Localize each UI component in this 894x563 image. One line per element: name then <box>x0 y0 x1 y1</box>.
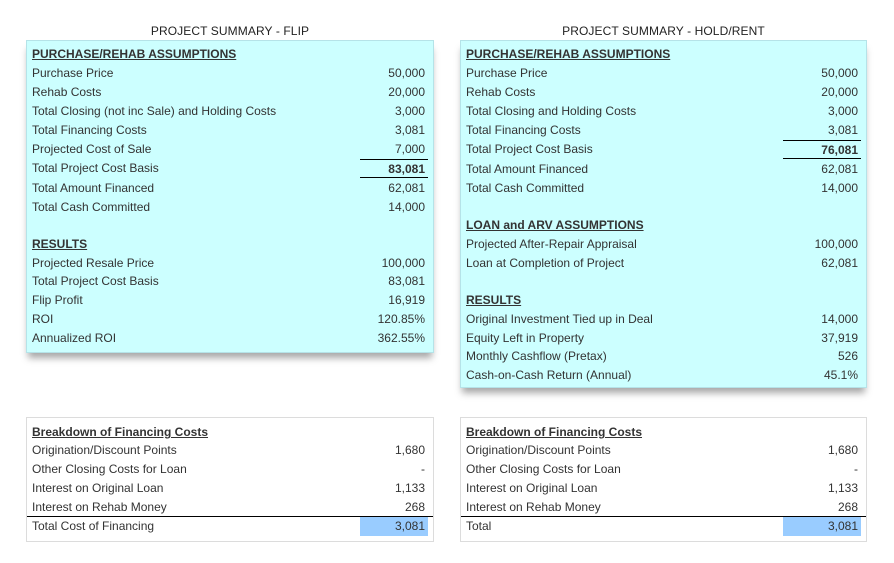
hold-row-interest-rehab <box>461 498 866 517</box>
flip-row-closing-holding <box>27 102 433 121</box>
flip-cost-of-sale-value: 7,000 <box>394 142 425 156</box>
flip-results-header: RESULTS <box>32 237 88 251</box>
flip-row-financing-costs <box>27 121 433 140</box>
flip-other-closing-label: Other Closing Costs for Loan <box>32 462 187 476</box>
flip-cash-committed-value: 14,000 <box>388 200 425 214</box>
flip-roi-value: 120.85% <box>377 312 425 326</box>
hold-project-cost-basis-label: Total Project Cost Basis <box>466 142 593 156</box>
hold-total-label: Total <box>466 519 492 533</box>
hold-closing-holding-value: 3,000 <box>827 104 858 118</box>
flip-row-rehab-costs <box>27 83 433 102</box>
flip-financing-costs-value: 3,081 <box>394 123 425 137</box>
flip-breakdown-header: Breakdown of Financing Costs <box>32 425 209 439</box>
flip-interest-rehab-value: 268 <box>404 500 425 514</box>
hold-results-header-row <box>461 291 866 310</box>
flip-results-cost-basis-label: Total Project Cost Basis <box>32 274 159 288</box>
flip-cost-of-sale-label: Projected Cost of Sale <box>32 142 152 156</box>
hold-other-closing-label: Other Closing Costs for Loan <box>466 462 621 476</box>
flip-origination-points-label: Origination/Discount Points <box>32 443 177 457</box>
hold-rehab-costs-label: Rehab Costs <box>466 85 536 99</box>
flip-roi-label: ROI <box>32 312 54 326</box>
flip-row-origination-points <box>27 441 433 460</box>
flip-row-annualized-roi <box>27 329 433 348</box>
flip-row-roi <box>27 310 433 329</box>
hold-amount-financed-label: Total Amount Financed <box>466 162 589 176</box>
flip-row-total-financing <box>27 516 433 535</box>
flip-interest-original-value: 1,133 <box>394 481 425 495</box>
hold-breakdown-header: Breakdown of Financing Costs <box>466 425 643 439</box>
flip-purchase-price-label: Purchase Price <box>32 66 114 80</box>
hold-row-project-cost-basis <box>461 140 866 159</box>
hold-interest-original-value: 1,133 <box>827 481 858 495</box>
flip-amount-financed-label: Total Amount Financed <box>32 181 155 195</box>
hold-purchase-price-value: 50,000 <box>821 66 858 80</box>
flip-closing-holding-label: Total Closing (not inc Sale) and Holding Costs <box>32 104 277 118</box>
hold-original-investment-label: Original Investment Tied up in Deal <box>466 312 653 326</box>
flip-purchase-header-row <box>27 45 433 64</box>
flip-row-interest-rehab <box>27 498 433 517</box>
hold-financing-breakdown <box>460 417 867 542</box>
flip-rehab-costs-value: 20,000 <box>388 85 425 99</box>
hold-row-other-closing <box>461 460 866 479</box>
flip-annualized-roi-value: 362.55% <box>377 331 425 345</box>
flip-assumptions-panel <box>26 40 434 353</box>
flip-closing-holding-value: 3,000 <box>394 104 425 118</box>
flip-interest-rehab-label: Interest on Rehab Money <box>32 500 167 514</box>
hold-equity-left-value: 37,919 <box>821 331 858 345</box>
flip-amount-financed-value: 62,081 <box>388 181 425 195</box>
hold-row-cash-on-cash <box>461 366 866 385</box>
hold-row-closing-holding <box>461 102 866 121</box>
hold-cash-committed-value: 14,000 <box>821 181 858 195</box>
hold-original-investment-value: 14,000 <box>821 312 858 326</box>
flip-row-other-closing <box>27 460 433 479</box>
flip-rehab-costs-label: Rehab Costs <box>32 85 102 99</box>
flip-project-cost-basis-label: Total Project Cost Basis <box>32 161 159 175</box>
hold-row-amount-financed <box>461 160 866 179</box>
flip-row-project-cost-basis <box>27 159 433 178</box>
hold-purchase-header: PURCHASE/REHAB ASSUMPTIONS <box>466 47 671 61</box>
hold-financing-costs-label: Total Financing Costs <box>466 123 581 137</box>
hold-cash-on-cash-label: Cash-on-Cash Return (Annual) <box>466 368 632 382</box>
hold-purchase-price-label: Purchase Price <box>466 66 548 80</box>
flip-financing-costs-label: Total Financing Costs <box>32 123 147 137</box>
hold-amount-financed-value: 62,081 <box>821 162 858 176</box>
hold-interest-rehab-label: Interest on Rehab Money <box>466 500 601 514</box>
flip-origination-points-value: 1,680 <box>394 443 425 457</box>
flip-resale-price-label: Projected Resale Price <box>32 256 155 270</box>
flip-purchase-header: PURCHASE/REHAB ASSUMPTIONS <box>32 47 237 61</box>
hold-assumptions-panel <box>460 40 867 388</box>
flip-row-results-cost-basis <box>27 272 433 291</box>
flip-financing-breakdown <box>26 417 434 542</box>
hold-loan-header: LOAN and ARV ASSUMPTIONS <box>466 218 644 232</box>
hold-monthly-cashflow-label: Monthly Cashflow (Pretax) <box>466 349 607 363</box>
flip-total-financing-value: 3,081 <box>360 517 428 536</box>
hold-rehab-costs-value: 20,000 <box>821 85 858 99</box>
flip-row-interest-original <box>27 479 433 498</box>
flip-row-amount-financed <box>27 179 433 198</box>
flip-row-resale-price <box>27 254 433 273</box>
flip-resale-price-value: 100,000 <box>381 256 425 270</box>
hold-after-repair-appraisal-label: Projected After-Repair Appraisal <box>466 237 637 251</box>
hold-row-total <box>461 516 866 535</box>
flip-breakdown-header-row <box>27 423 433 442</box>
flip-total-financing-label: Total Cost of Financing <box>32 519 155 533</box>
flip-results-header-row <box>27 235 433 254</box>
hold-other-closing-value: - <box>854 462 858 476</box>
hold-row-financing-costs <box>461 121 866 140</box>
hold-row-loan-completion <box>461 254 866 273</box>
flip-title: PROJECT SUMMARY - FLIP <box>150 24 310 38</box>
hold-origination-points-value: 1,680 <box>827 443 858 457</box>
flip-profit-value: 16,919 <box>388 293 425 307</box>
hold-interest-rehab-value: 268 <box>837 500 858 514</box>
flip-row-cost-of-sale <box>27 140 433 159</box>
flip-row-purchase-price <box>27 64 433 83</box>
flip-project-cost-basis-value: 83,081 <box>360 159 428 178</box>
hold-monthly-cashflow-value: 526 <box>837 349 858 363</box>
hold-cash-on-cash-value: 45.1% <box>823 368 858 382</box>
hold-row-original-investment <box>461 310 866 329</box>
flip-row-cash-committed <box>27 198 433 217</box>
flip-profit-label: Flip Profit <box>32 293 83 307</box>
flip-results-cost-basis-value: 83,081 <box>388 274 425 288</box>
flip-purchase-price-value: 50,000 <box>388 66 425 80</box>
hold-row-interest-original <box>461 479 866 498</box>
flip-row-profit <box>27 291 433 310</box>
hold-closing-holding-label: Total Closing and Holding Costs <box>466 104 637 118</box>
hold-loan-header-row <box>461 216 866 235</box>
hold-row-monthly-cashflow <box>461 347 866 366</box>
hold-results-header: RESULTS <box>466 293 522 307</box>
hold-cash-committed-label: Total Cash Committed <box>466 181 585 195</box>
hold-total-value: 3,081 <box>783 517 861 536</box>
hold-project-cost-basis-value: 76,081 <box>783 140 861 159</box>
hold-equity-left-label: Equity Left in Property <box>466 331 585 345</box>
hold-row-purchase-price <box>461 64 866 83</box>
hold-origination-points-label: Origination/Discount Points <box>466 443 611 457</box>
hold-row-cash-committed <box>461 179 866 198</box>
hold-title: PROJECT SUMMARY - HOLD/RENT <box>562 24 765 38</box>
hold-loan-completion-value: 62,081 <box>821 256 858 270</box>
hold-breakdown-header-row <box>461 423 866 442</box>
hold-row-rehab-costs <box>461 83 866 102</box>
hold-row-origination-points <box>461 441 866 460</box>
hold-row-after-repair-appraisal <box>461 235 866 254</box>
hold-loan-completion-label: Loan at Completion of Project <box>466 256 625 270</box>
hold-row-equity-left <box>461 329 866 348</box>
hold-interest-original-label: Interest on Original Loan <box>466 481 598 495</box>
flip-cash-committed-label: Total Cash Committed <box>32 200 151 214</box>
flip-other-closing-value: - <box>421 462 425 476</box>
hold-purchase-header-row <box>461 45 866 64</box>
flip-annualized-roi-label: Annualized ROI <box>32 331 117 345</box>
flip-interest-original-label: Interest on Original Loan <box>32 481 164 495</box>
hold-after-repair-appraisal-value: 100,000 <box>814 237 858 251</box>
hold-financing-costs-value: 3,081 <box>827 123 858 137</box>
